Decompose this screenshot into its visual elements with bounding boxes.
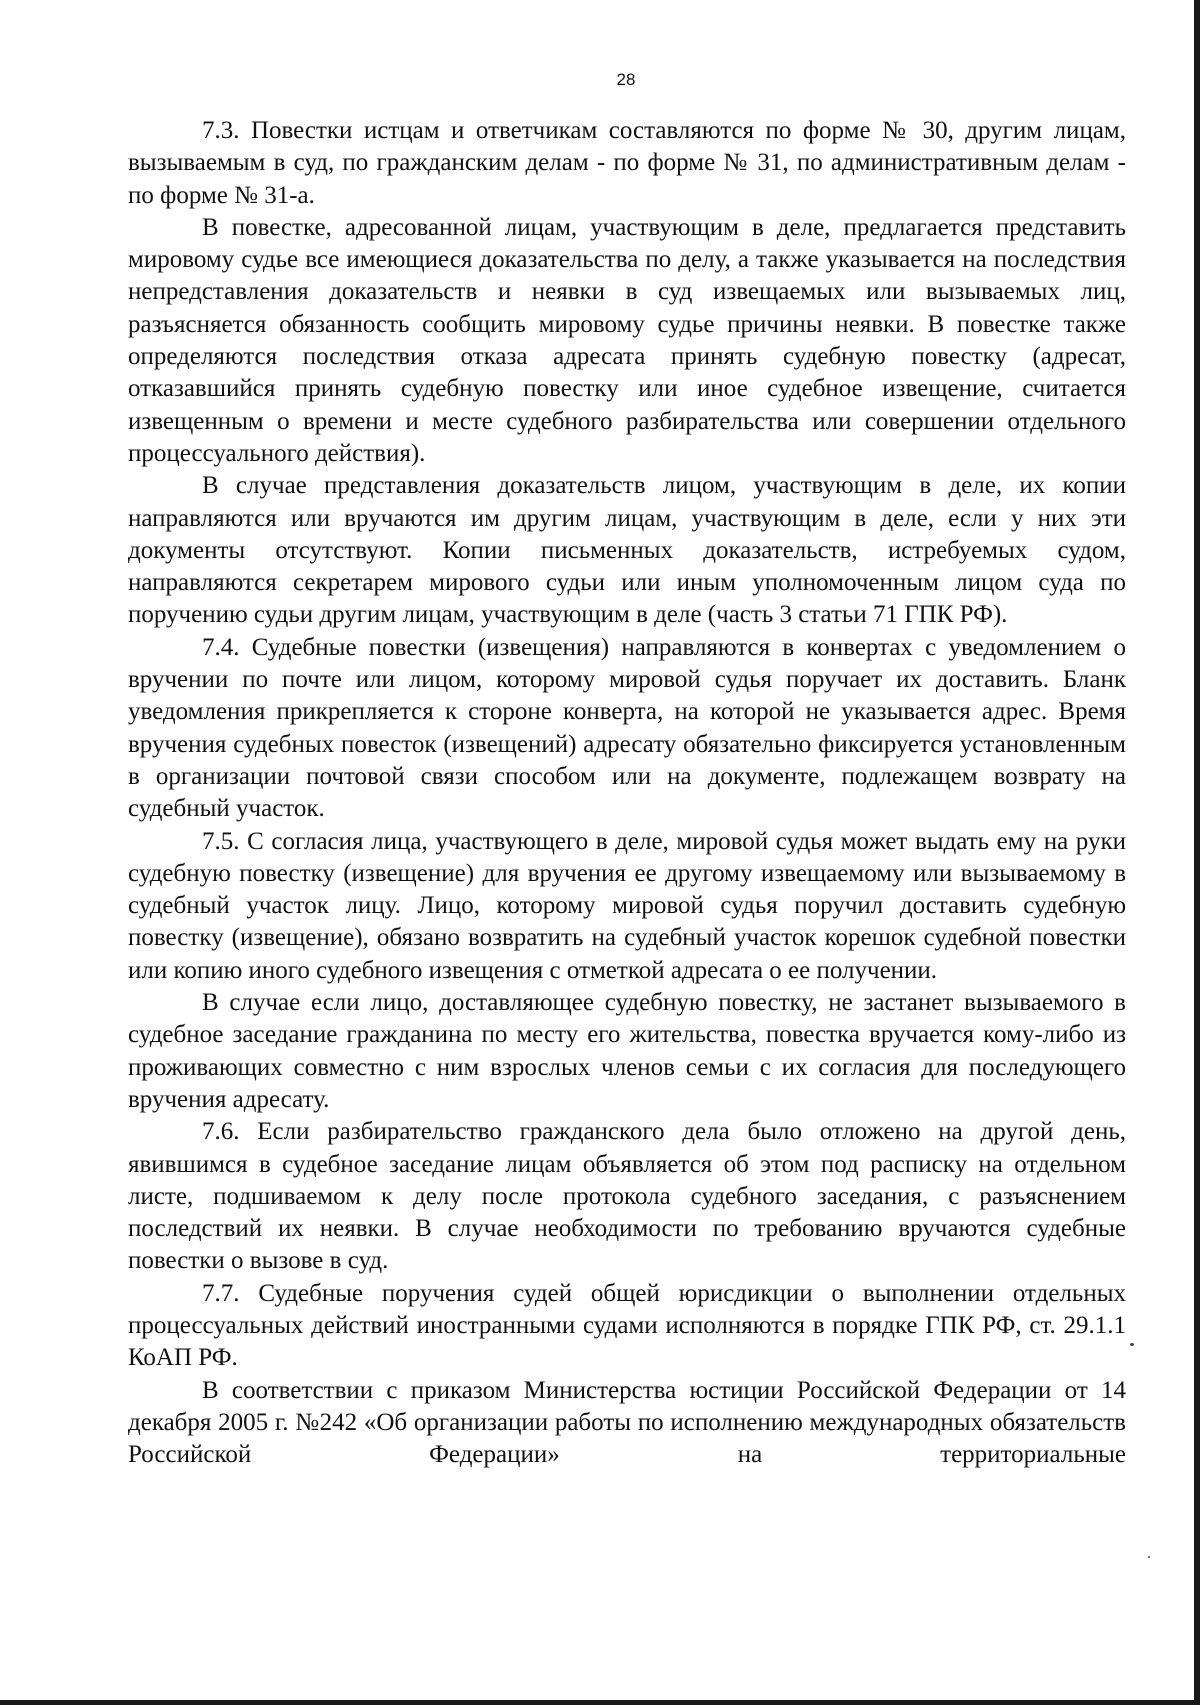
paragraph-7-6: 7.6. Если разбирательство гражданского дела было отложено на другой день, явившимся в судебное заседание лицам объявляется об этом под расписку на отдельном листе, подшиваемом к делу после протокола судебного заседания, с разъяснением последствий их неявки. В случае необходимости по требованию вручаются судебные повестки о вызове в суд.: [128, 1118, 1126, 1275]
page-number: 28: [616, 70, 636, 89]
paragraph-absent-recipient: В случае если лицо, доставляющее судебную повестку, не застанет вызываемого в судебное заседание гражданина по месту его жительства, повестка вручается кому-либо из проживающих совместно с ним взрослых членов семьи с их согласия для последующего вручения адресату.: [128, 989, 1126, 1113]
paragraph-summons-content: В повестке, адресованной лицам, участвующим в деле, предлагается представить мировому судье все имеющиеся доказательства по делу, а также указывается на последствия непредставления доказательств и неявки в суд извещаемых или вызываемых лиц, разъясняется обязанность сообщить мировому судье причины неявки. В повестке также определяются последствия отказа адресата принять судебную повестку (адресат, отказавшийся принять судебную повестку или иное судебное извещение, считается извещенным о времени и месте судебного разбирательства или совершении отдельного процессуального действия).: [128, 213, 1126, 467]
paragraph-7-7: 7.7. Судебные поручения судей общей юрисдикции о выполнении отдельных процессуальных действий иностранными судами исполняются в порядке ГПК РФ, ст. 29.1.1 КоАП РФ.: [128, 1279, 1126, 1372]
paragraph-7-3: 7.3. Повестки истцам и ответчикам составляются по форме № 30, другим лицам, вызываемым в суд, по гражданским делам - по форме № 31, по административным делам - по форме № 31-а.: [128, 117, 1126, 209]
scan-speck: [1130, 1343, 1134, 1346]
document-body: [128, 115, 1126, 1471]
scan-edge-bottom: [0, 1700, 1200, 1705]
scan-speck: [1148, 1556, 1150, 1558]
paragraph-evidence-copies: В случае представления доказательств лицом, участвующим в деле, их копии направляются или вручаются им другим лицам, участвующим в деле, если у них эти документы отсутствуют. Копии письменных доказательств, истребуемых судом, направляются секретарем мирового судьи или иным уполномоченным лицом суда по поручению судьи другим лицам, участвующим в деле (часть 3 статьи 71 ГПК РФ).: [128, 472, 1126, 629]
paragraph-7-5: 7.5. С согласия лица, участвующего в деле, мировой судья может выдать ему на руки судебную повестку (извещение) для вручения ее другому извещаемому или вызываемому в судебный участок лицу. Лицо, которому мировой судья поручил доставить судебную повестку (извещение), обязано возвратить на судебный участок корешок судебной повестки или копию иного судебного извещения с отметкой адресата о ее получении.: [128, 827, 1126, 984]
paragraph-7-4: 7.4. Судебные повестки (извещения) направляются в конвертах с уведомлением о вручении по почте или лицом, которому мировой судья поручает их доставить. Бланк уведомления прикрепляется к стороне конверта, на которой не указывается адрес. Время вручения судебных повесток (извещений) адресату обязательно фиксируется установленным в организации почтовой связи способом или на документе, подлежащем возврату на судебный участок.: [128, 633, 1126, 823]
scan-edge-right: [1194, 0, 1200, 1705]
paragraph-ministry-order: В соответствии с приказом Министерства юстиции Российской Федерации от 14 декабря 2005 г. №242 «Об организации работы по исполнению международных обязательств Российской Федерации» на территориальные: [128, 1376, 1126, 1469]
